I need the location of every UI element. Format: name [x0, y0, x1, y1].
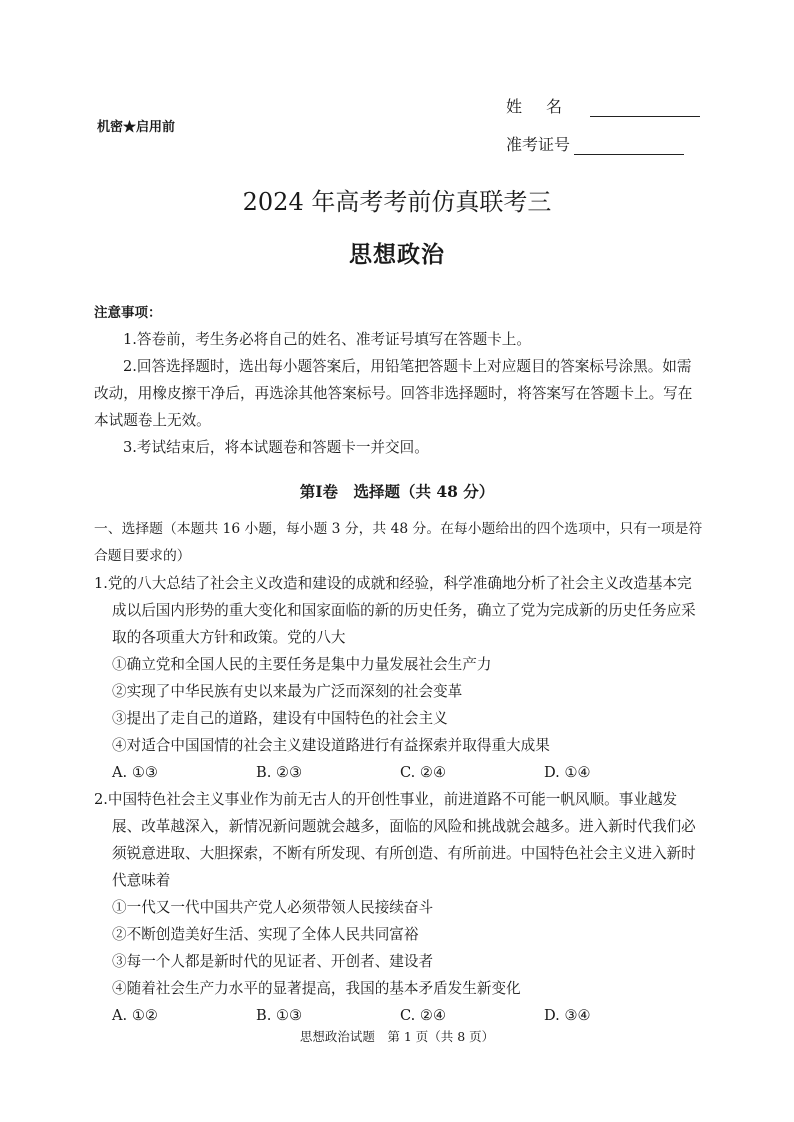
name-blank[interactable] [590, 102, 700, 117]
notice-list [94, 326, 706, 461]
name-field [506, 94, 700, 117]
statement-option: ②不断创造美好生活、实现了全体人民共同富裕 [112, 926, 419, 943]
choice-b: B. ②③ [256, 764, 303, 781]
statement-option: ②实现了中华民族有史以来最为广泛而深刻的社会变革 [112, 683, 463, 700]
choice-c: C. ②④ [400, 764, 447, 781]
exam-title: 2024 年高考考前仿真联考三 [242, 188, 552, 216]
exam-id-label: 准考证号 [506, 135, 571, 154]
choice-d: D. ①④ [544, 764, 591, 781]
choice-b: B. ①③ [256, 1007, 303, 1024]
statement-option: ③提出了走自己的道路，建设有中国特色的社会主义 [112, 710, 448, 727]
notice-item: 3.考试结束后，将本试题卷和答题卡一并交回。 [123, 439, 429, 456]
answer-choices [94, 759, 706, 786]
section-title: 第Ⅰ卷 选择题（共 48 分） [299, 482, 495, 501]
question-area [94, 516, 706, 1029]
page-footer: 思想政治试题 第 1 页（共 8 页） [299, 1029, 495, 1044]
statement-option: ④随着社会生产力水平的显著提高，我国的基本矛盾发生新变化 [112, 980, 521, 997]
choice-a: A. ①③ [112, 764, 158, 781]
statement-option: ①一代又一代中国共产党人必须带领人民接续奋斗 [112, 899, 434, 916]
statement-option: ④对适合中国国情的社会主义建设道路进行有益探索并取得重大成果 [112, 737, 550, 754]
choice-c: C. ②④ [400, 1007, 447, 1024]
subject-title: 思想政治 [349, 241, 445, 268]
part-instruction: 一、选择题（本题共 16 小题，每小题 3 分，共 48 分。在每小题给出的四个选项中，只有一项是符合题目要求的） [94, 521, 703, 564]
answer-choices [94, 1002, 706, 1029]
notice-item: 2.回答选择题时，选出每小题答案后，用铅笔把答题卡上对应题目的答案标号涂黑。如需改动，用橡皮擦干净后，再选涂其他答案标号。回答非选择题时，将答案写在答题卡上。写在本试题卷上无效。 [94, 358, 693, 429]
question-1 [94, 570, 706, 786]
confidential-mark: 机密★启用前 [97, 120, 176, 135]
choice-d: D. ③④ [544, 1007, 591, 1024]
exam-id-field [506, 132, 684, 155]
statement-option: ③每一个人都是新时代的见证者、开创者、建设者 [112, 953, 434, 970]
notice-item: 1.答卷前，考生务必将自己的姓名、准考证号填写在答题卡上。 [123, 331, 531, 348]
notice-heading: 注意事项： [94, 305, 162, 321]
question-stem: 1.党的八大总结了社会主义改造和建设的成就和经验，科学准确地分析了社会主义改造基本完成以后国内形势的重大变化和国家面临的新的历史任务，确立了党为完成新的历史任务应采取的各项重大方针和政策。党的八大 [94, 575, 696, 646]
choice-a: A. ①② [112, 1007, 158, 1024]
exam-id-blank[interactable] [574, 140, 684, 155]
statement-option: ①确立党和全国人民的主要任务是集中力量发展社会生产力 [112, 656, 492, 673]
question-2 [94, 786, 706, 1029]
name-label: 姓名 [506, 97, 587, 116]
question-stem: 2.中国特色社会主义事业作为前无古人的开创性事业，前进道路不可能一帆风顺。事业越发展、改革越深入，新情况新问题就会越多，面临的风险和挑战就会越多。进入新时代我们必须锐意进取、大胆探索，不断有所发现、有所创造、有所前进。中国特色社会主义进入新时代意味着 [94, 791, 696, 889]
